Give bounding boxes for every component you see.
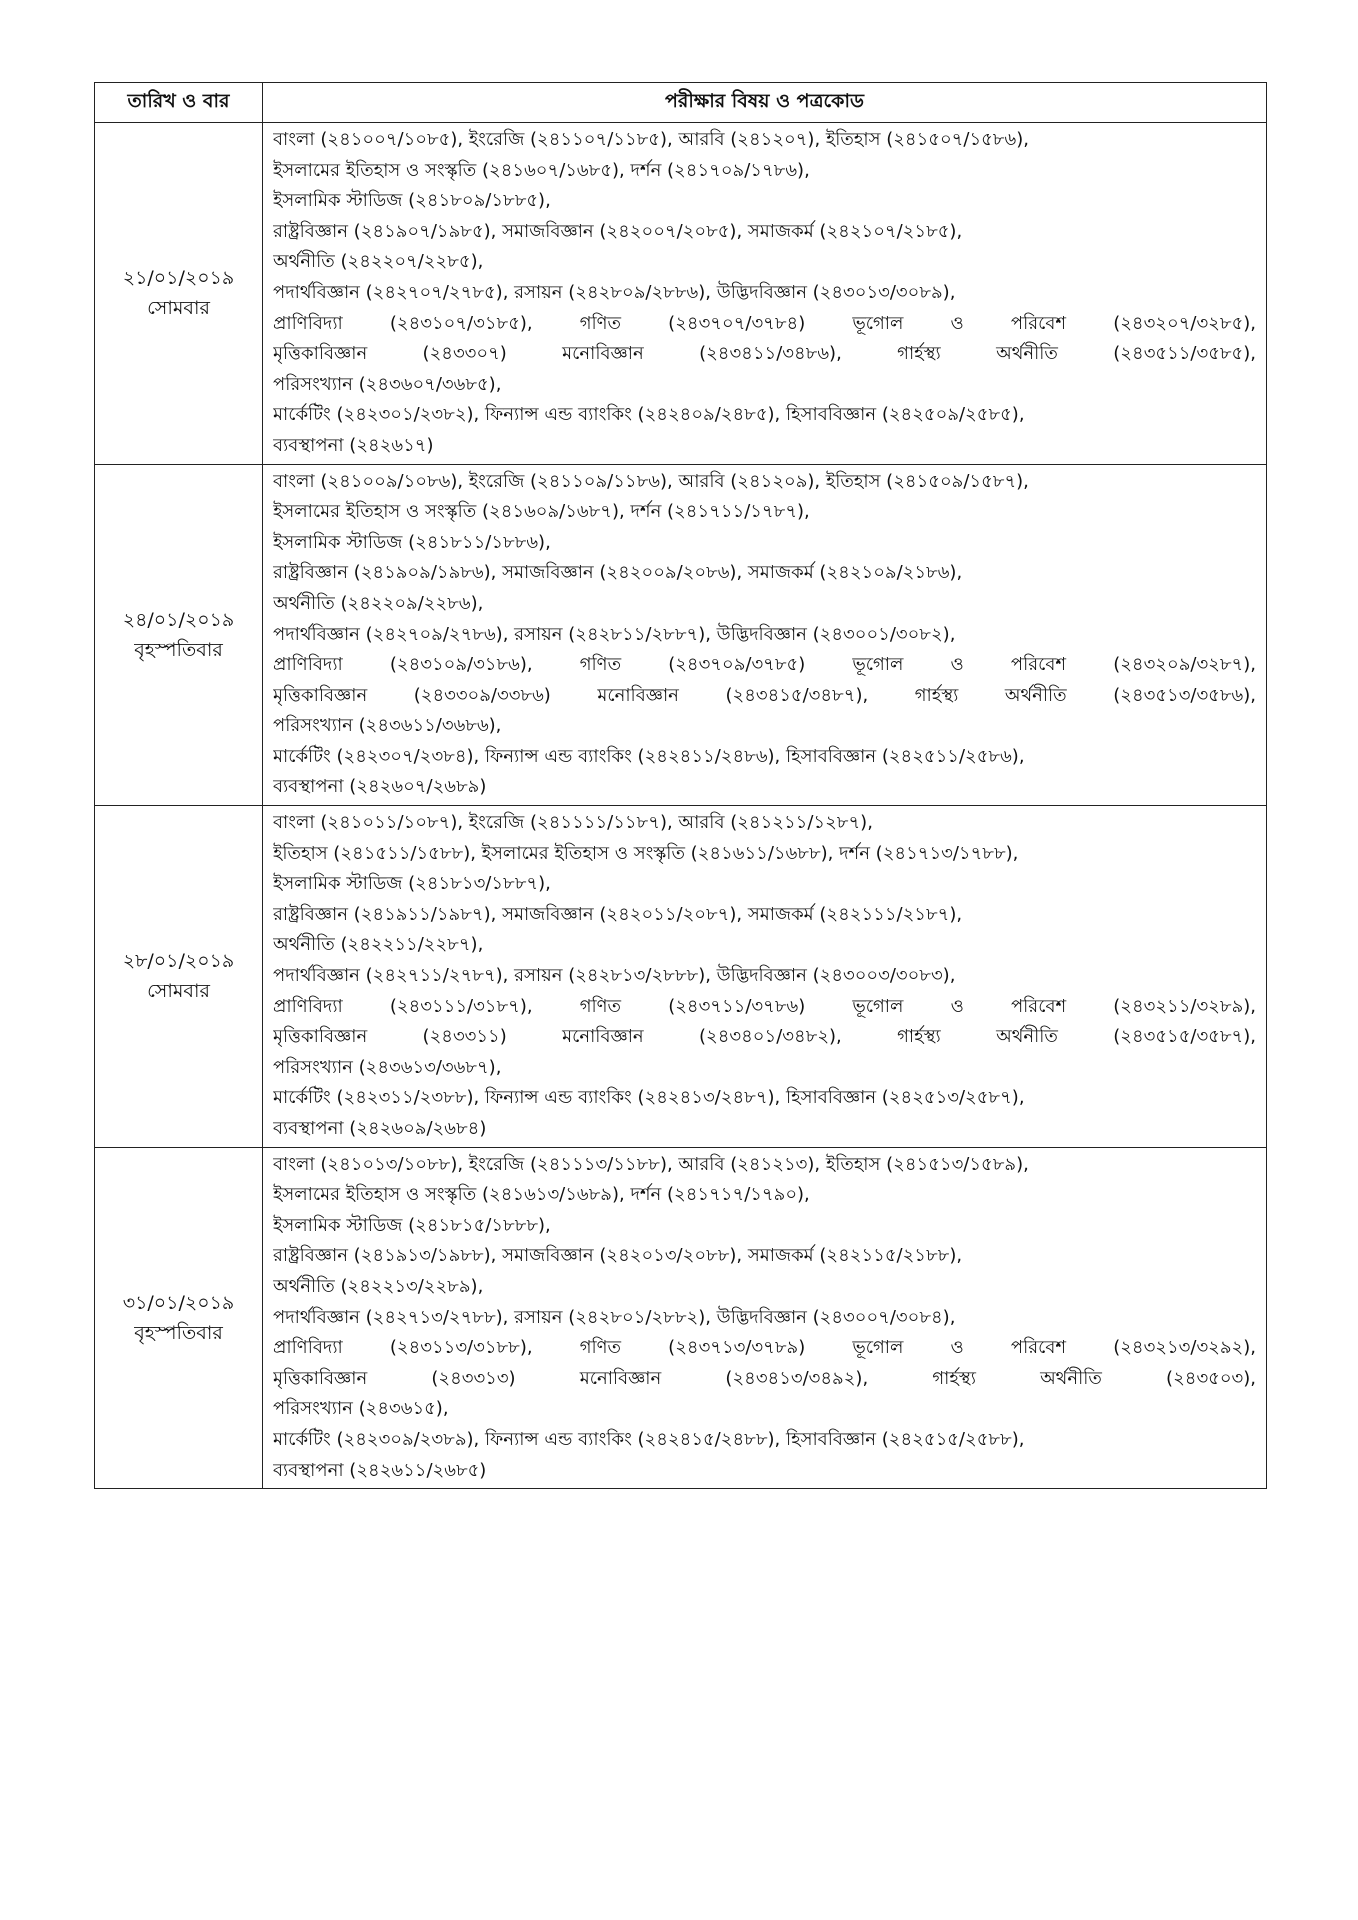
exam-weekday: সোমবার — [147, 980, 210, 1003]
subject-code-line: ইসলামের ইতিহাস ও সংস্কৃতি (২৪১৬১৩/১৬৮৯), দর্শন (২৪১৭১৭/১৭৯০), — [273, 1184, 810, 1206]
subject-code-line: রাষ্ট্রবিজ্ঞান (২৪১৯১১/১৯৮৭), সমাজবিজ্ঞান (২৪২০১১/২০৮৭), সমাজকর্ম (২৪২১১১/২১৮৭), — [273, 903, 963, 925]
table-row — [95, 1147, 1267, 1489]
subject-code-line: পদার্থবিজ্ঞান (২৪২৭১১/২৭৮৭), রসায়ন (২৪২৮১৩/২৮৮৮), উদ্ভিদবিজ্ঞান (২৪৩০০৩/৩০৮৩), — [273, 965, 956, 987]
subject-code-line: পরিসংখ্যান (২৪৩৬১৩/৩৬৮৭), — [273, 1056, 502, 1078]
subject-code-line: ইতিহাস (২৪১৫১১/১৫৮৮), ইসলামের ইতিহাস ও সংস্কৃতি (২৪১৬১১/১৬৮৮), দর্শন (২৪১৭১৩/১৭৮৮), — [273, 842, 1019, 864]
exam-weekday: বৃহস্পতিবার — [134, 638, 223, 661]
subjects-cell — [263, 1147, 1267, 1489]
date-column-header: তারিখ ও বার — [95, 83, 263, 123]
subject-code-line: ইসলামের ইতিহাস ও সংস্কৃতি (২৪১৬০৭/১৬৮৫), দর্শন (২৪১৭০৯/১৭৮৬), — [273, 159, 810, 181]
exam-date: ৩১/০১/২০১৯ — [122, 1291, 235, 1314]
exam-date: ২১/০১/২০১৯ — [122, 267, 235, 290]
subject-code-line: ইসলামিক স্টাডিজ (২৪১৮০৯/১৮৮৫), — [273, 190, 551, 212]
subject-code-line: পরিসংখ্যান (২৪৩৬১৫), — [273, 1398, 449, 1420]
subject-code-line: রাষ্ট্রবিজ্ঞান (২৪১৯০৭/১৯৮৫), সমাজবিজ্ঞান (২৪২০০৭/২০৮৫), সমাজকর্ম (২৪২১০৭/২১৮৫), — [273, 220, 963, 242]
subject-code-line: মার্কেটিং (২৪২৩০৯/২৩৮৯), ফিন্যান্স এন্ড ব্যাংকিং (২৪২৪১৫/২৪৮৮), হিসাববিজ্ঞান (২৪২৫১৫/২৫৮৮), — [273, 1428, 1025, 1450]
subject-code-line: মৃত্তিকাবিজ্ঞান (২৪৩৩০৭) মনোবিজ্ঞান (২৪৩৪১১/৩৪৮৬), গার্হস্থ্য অর্থনীতি (২৪৩৫১১/৩৫৮৫), — [273, 343, 1256, 365]
subject-code-line: পদার্থবিজ্ঞান (২৪২৭০৭/২৭৮৫), রসায়ন (২৪২৮০৯/২৮৮৬), উদ্ভিদবিজ্ঞান (২৪৩০১৩/৩০৮৯), — [273, 281, 956, 303]
subject-code-line: প্রাণিবিদ্যা (২৪৩১১১/৩১৮৭), গণিত (২৪৩৭১১/৩৭৮৬) ভূগোল ও পরিবেশ (২৪৩২১১/৩২৮৯), — [273, 995, 1256, 1017]
subject-code-line: প্রাণিবিদ্যা (২৪৩১১৩/৩১৮৮), গণিত (২৪৩৭১৩/৩৭৮৯) ভূগোল ও পরিবেশ (২৪৩২১৩/৩২৯২), — [273, 1337, 1256, 1359]
subject-code-line: মার্কেটিং (২৪২৩০৭/২৩৮৪), ফিন্যান্স এন্ড ব্যাংকিং (২৪২৪১১/২৪৮৬), হিসাববিজ্ঞান (২৪২৫১১/২৫৮৬), — [273, 745, 1025, 767]
exam-routine-table — [94, 82, 1267, 1489]
subject-code-line: ব্যবস্থাপনা (২৪২৬০৭/২৬৮৯) — [273, 776, 487, 798]
subject-code-line: বাংলা (২৪১০০৭/১০৮৫), ইংরেজি (২৪১১০৭/১১৮৫), আরবি (২৪১২০৭), ইতিহাস (২৪১৫০৭/১৫৮৬), — [273, 129, 1029, 150]
table-body — [95, 123, 1267, 1489]
subject-code-line: বাংলা (২৪১০১১/১০৮৭), ইংরেজি (২৪১১১১/১১৮৭), আরবি (২৪১২১১/১২৮৭), — [273, 812, 873, 834]
table-row — [95, 123, 1267, 465]
subjects-cell — [263, 123, 1267, 465]
subject-code-line: অর্থনীতি (২৪২২১৩/২২৮৯), — [273, 1275, 484, 1297]
subject-code-line: ব্যবস্থাপনা (২৪২৬০৯/২৬৮৪) — [273, 1118, 487, 1139]
subject-code-line: পদার্থবিজ্ঞান (২৪২৭১৩/২৭৮৮), রসায়ন (২৪২৮০১/২৮৮২), উদ্ভিদবিজ্ঞান (২৪৩০০৭/৩০৮৪), — [273, 1306, 956, 1328]
exam-routine-sheet — [94, 82, 1266, 1489]
table-header-row — [95, 83, 1267, 123]
subjects-cell — [263, 806, 1267, 1148]
subject-code-line: বাংলা (২৪১০০৯/১০৮৬), ইংরেজি (২৪১১০৯/১১৮৬), আরবি (২৪১২০৯), ইতিহাস (২৪১৫০৯/১৫৮৭), — [273, 470, 1029, 492]
subject-code-line: পরিসংখ্যান (২৪৩৬০৭/৩৬৮৫), — [273, 373, 502, 395]
subject-code-line: অর্থনীতি (২৪২২০৯/২২৮৬), — [273, 592, 484, 614]
subject-code-line: পরিসংখ্যান (২৪৩৬১১/৩৬৮৬), — [273, 715, 502, 737]
subject-code-line: রাষ্ট্রবিজ্ঞান (২৪১৯১৩/১৯৮৮), সমাজবিজ্ঞান (২৪২০১৩/২০৮৮), সমাজকর্ম (২৪২১১৫/২১৮৮), — [273, 1245, 963, 1267]
exam-date: ২৮/০১/২০১৯ — [122, 950, 235, 973]
subject-code-line: বাংলা (২৪১০১৩/১০৮৮), ইংরেজি (২৪১১১৩/১১৮৮), আরবি (২৪১২১৩), ইতিহাস (২৪১৫১৩/১৫৮৯), — [273, 1153, 1029, 1175]
subject-code-line: অর্থনীতি (২৪২২০৭/২২৮৫), — [273, 251, 484, 273]
date-cell — [95, 464, 263, 806]
subject-code-line: মৃত্তিকাবিজ্ঞান (২৪৩৩১১) মনোবিজ্ঞান (২৪৩৪০১/৩৪৮২), গার্হস্থ্য অর্থনীতি (২৪৩৫১৫/৩৫৮৭), — [273, 1026, 1256, 1048]
subject-code-line: ইসলামিক স্টাডিজ (২৪১৮১১/১৮৮৬), — [273, 531, 551, 553]
subject-code-line: প্রাণিবিদ্যা (২৪৩১০৯/৩১৮৬), গণিত (২৪৩৭০৯/৩৭৮৫) ভূগোল ও পরিবেশ (২৪৩২০৯/৩২৮৭), — [273, 654, 1256, 676]
exam-weekday: সোমবার — [147, 297, 210, 320]
subject-code-line: ইসলামের ইতিহাস ও সংস্কৃতি (২৪১৬০৯/১৬৮৭), দর্শন (২৪১৭১১/১৭৮৭), — [273, 501, 810, 523]
subject-code-line: মার্কেটিং (২৪২৩০১/২৩৮২), ফিন্যান্স এন্ড ব্যাংকিং (২৪২৪০৯/২৪৮৫), হিসাববিজ্ঞান (২৪২৫০৯/২৫৮৫), — [273, 404, 1025, 426]
subject-code-line: ব্যবস্থাপনা (২৪২৬১৭) — [273, 434, 434, 456]
subject-code-line: মার্কেটিং (২৪২৩১১/২৩৮৮), ফিন্যান্স এন্ড ব্যাংকিং (২৪২৪১৩/২৪৮৭), হিসাববিজ্ঞান (২৪২৫১৩/২৫৮৭), — [273, 1087, 1025, 1109]
subjects-column-header: পরীক্ষার বিষয় ও পত্রকোড — [263, 83, 1267, 123]
exam-date: ২৪/০১/২০১৯ — [122, 608, 235, 631]
table-row — [95, 806, 1267, 1148]
subject-code-line: মৃত্তিকাবিজ্ঞান (২৪৩৩১৩) মনোবিজ্ঞান (২৪৩৪১৩/৩৪৯২), গার্হস্থ্য অর্থনীতি (২৪৩৫০৩), — [273, 1367, 1256, 1389]
subject-code-line: ব্যবস্থাপনা (২৪২৬১১/২৬৮৫) — [273, 1459, 487, 1481]
subject-code-line: পদার্থবিজ্ঞান (২৪২৭০৯/২৭৮৬), রসায়ন (২৪২৮১১/২৮৮৭), উদ্ভিদবিজ্ঞান (২৪৩০০১/৩০৮২), — [273, 623, 956, 645]
subject-code-line: মৃত্তিকাবিজ্ঞান (২৪৩৩০৯/৩৩৮৬) মনোবিজ্ঞান (২৪৩৪১৫/৩৪৮৭), গার্হস্থ্য অর্থনীতি (২৪৩৫১৩/৩৫৮৬), — [273, 684, 1256, 706]
subject-code-line: ইসলামিক স্টাডিজ (২৪১৮১৩/১৮৮৭), — [273, 873, 551, 895]
subject-code-line: অর্থনীতি (২৪২২১১/২২৮৭), — [273, 934, 484, 956]
subjects-cell — [263, 464, 1267, 806]
date-cell — [95, 1147, 263, 1489]
date-cell — [95, 123, 263, 465]
subject-code-line: প্রাণিবিদ্যা (২৪৩১০৭/৩১৮৫), গণিত (২৪৩৭০৭/৩৭৮৪) ভূগোল ও পরিবেশ (২৪৩২০৭/৩২৮৫), — [273, 312, 1256, 334]
subject-code-line: রাষ্ট্রবিজ্ঞান (২৪১৯০৯/১৯৮৬), সমাজবিজ্ঞান (২৪২০০৯/২০৮৬), সমাজকর্ম (২৪২১০৯/২১৮৬), — [273, 562, 963, 584]
subject-code-line: ইসলামিক স্টাডিজ (২৪১৮১৫/১৮৮৮), — [273, 1214, 551, 1236]
date-cell — [95, 806, 263, 1148]
exam-weekday: বৃহস্পতিবার — [134, 1321, 223, 1344]
table-row — [95, 464, 1267, 806]
